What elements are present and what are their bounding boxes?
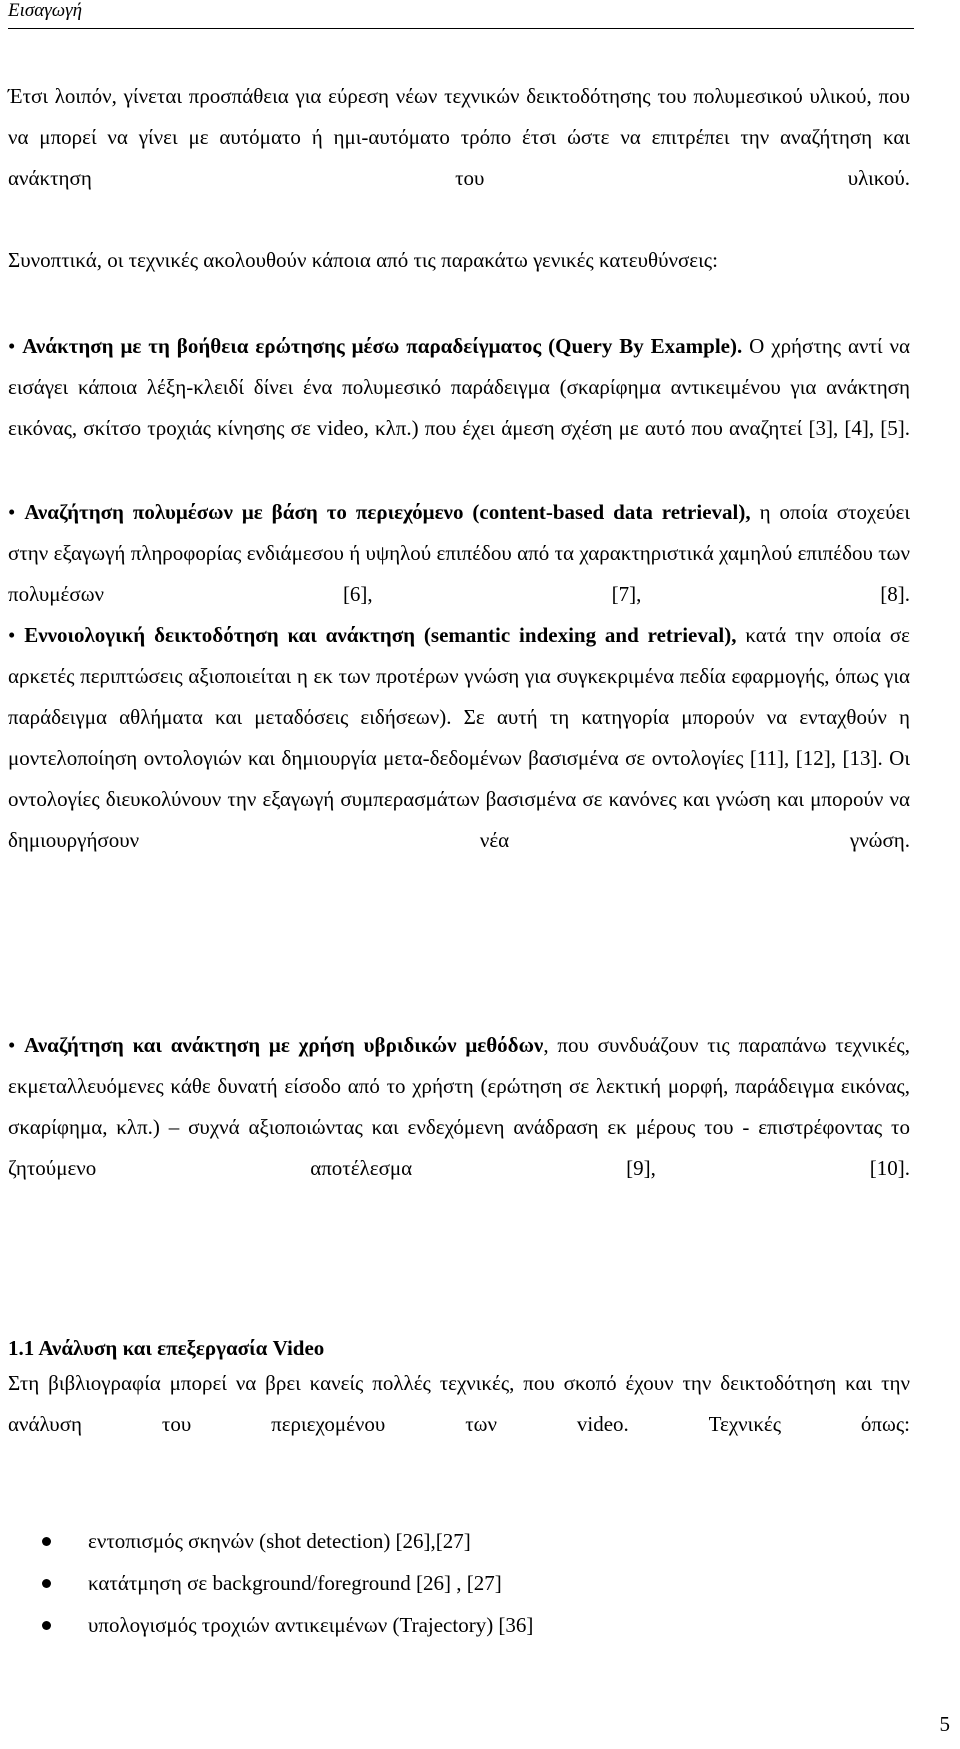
intro-paragraph-2: Συνοπτικά, οι τεχνικές ακολουθούν κάποια από τις παρακάτω γενικές κατευθύνσεις:: [8, 248, 718, 272]
bullet-marker: •: [8, 623, 25, 647]
list-item-text: εντοπισμός σκηνών (shot detection) [26],[27]: [88, 1529, 471, 1553]
header-title: Εισαγωγή: [8, 0, 83, 21]
bullet-semantic-indexing: [8, 615, 910, 902]
list-item-text: υπολογισμός τροχιών αντικειμένων (Trajectory) [36]: [88, 1613, 534, 1637]
bullet-text: Ο χρήστης αντί να εισάγει κάποια λέξη-κλειδί δίνει ένα πολυμεσικό παράδειγμα (σκαρίφημα αντικειμένου για ανάκτηση εικόνας, σκίτσο τροχιάς κίνησης σε video, κλπ.) που έχει άμεση σχέση με αυτό που αναζητεί [3], [4], [5].: [8, 334, 910, 440]
bullet-heading: Αναζήτηση και ανάκτηση με χρήση υβριδικών μεθόδων: [24, 1033, 544, 1057]
techniques-list: [0, 1520, 900, 1646]
list-item: [0, 1562, 900, 1604]
bullet-query-by-example: [8, 326, 910, 490]
bullet-text: κατά την οποία σε αρκετές περιπτώσεις αξιοποιείται η εκ των προτέρων γνώση για συγκεκριμένα πεδία εφαρμογής, όπως για παράδειγμα αθλήματα και μεταδόσεις ειδήσεων). Σε αυτή τη κατηγορία μπορούν να ενταχθούν η μοντελοποίηση οντολογιών και δημιουργία μετα-δεδομένων βασισμένα σε οντολογίες [11], [12], [13]. Οι οντολογίες διευκολύνουν την εξαγωγή συμπερασμάτων βασισμένα σε κανόνες και γνώση και μπορούν να δημιουργήσουν νέα γνώση.: [8, 623, 911, 852]
bullet-heading: Ανάκτηση με τη βοήθεια ερώτησης μέσω παραδείγματος (Query By Example).: [22, 334, 743, 358]
list-item: [0, 1604, 900, 1646]
bullet-hybrid-methods: [8, 1025, 910, 1230]
section-heading: [8, 1336, 324, 1361]
list-item: [0, 1520, 900, 1562]
bullet-text: η οποία στοχεύει στην εξαγωγή πληροφορίας ενδιάμεσου ή υψηλού επιπέδου από τα χαρακτηριστικά χαμηλού επιπέδου των πολυμέσων [6], [7], [8].: [8, 500, 910, 606]
bullet-marker: •: [8, 1033, 25, 1057]
bullet-dot: [42, 1621, 51, 1630]
section-number: 1.1: [8, 1336, 35, 1360]
page-number: 5: [939, 1712, 950, 1736]
bullet-dot: [42, 1537, 51, 1546]
bullet-text: , που συνδυάζουν τις παραπάνω τεχνικές, εκμεταλλευόμενες κάθε δυνατή είσοδο από το χρήστη (ερώτηση σε λεκτική μορφή, παράδειγμα εικόνας, σκαρίφημα, κλπ.) – συχνά αξιοποιώντας και ενδεχόμενη ανάδραση εκ μέρους του - επιστρέφοντας το ζητούμενο αποτέλεσμα [9], [10].: [8, 1033, 910, 1180]
bullet-heading: Εννοιολογική δεικτοδότηση και ανάκτηση (semantic indexing and retrieval),: [24, 623, 737, 647]
intro-paragraph-1: Έτσι λοιπόν, γίνεται προσπάθεια για εύρεση νέων τεχνικών δεικτοδότησης του πολυμεσικού υλικού, που να μπορεί να γίνει με αυτόματο ή ημι-αυτόματο τρόπο έτσι ώστε να επιτρέπει την αναζήτηση και ανάκτηση του υλικού.: [8, 84, 910, 190]
list-item-text: κατάτμηση σε background/foreground [26] , [27]: [88, 1571, 502, 1595]
section-title: Ανάλυση και επεξεργασία Video: [38, 1336, 325, 1360]
running-header: [8, 0, 914, 29]
section-intro-paragraph: Στη βιβλιογραφία μπορεί να βρει κανείς πολλές τεχνικές, που σκοπό έχουν την δεικτοδότηση και την ανάλυση του περιεχομένου των video. Τεχνικές όπως:: [8, 1371, 910, 1436]
bullet-marker: •: [8, 500, 25, 524]
bullet-marker: •: [8, 334, 23, 358]
bullet-dot: [42, 1579, 51, 1588]
bullet-heading: Αναζήτηση πολυμέσων με βάση το περιεχόμενο (content-based data retrieval),: [24, 500, 751, 524]
